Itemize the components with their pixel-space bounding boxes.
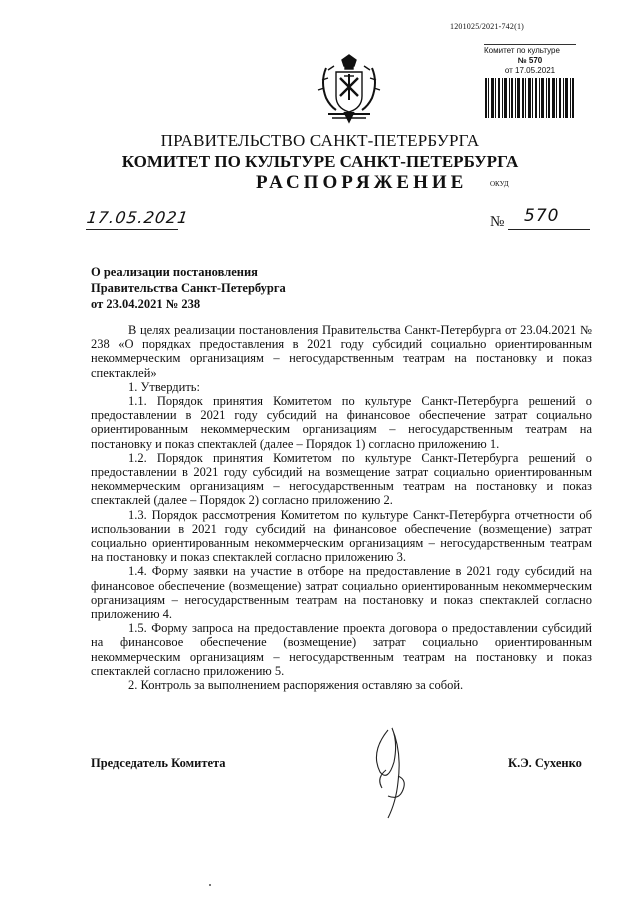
body-paragraph: 2. Контроль за выполнением распоряжения оставляю за собой.: [128, 678, 464, 693]
okud-label: ОКУД: [490, 180, 509, 188]
document-number: 570: [524, 206, 560, 226]
number-underline: [508, 229, 590, 230]
date-underline: [86, 229, 178, 230]
handwritten-signature-icon: [358, 722, 428, 822]
document-type: РАСПОРЯЖЕНИЕ: [256, 172, 468, 193]
document-subject: [91, 264, 286, 312]
body-paragraph: 1.4. Форму заявки на участие в отборе на предоставление в 2021 году субсидий на финансовое обеспечение (возмещение) затрат социально ориентированным некоммерческим организациям – негосударственным театрам на постановку и показ спектаклей согласно приложению 4.: [91, 564, 592, 622]
stamp-number: № 570: [517, 56, 543, 65]
coat-of-arms-icon: [314, 52, 384, 128]
body-paragraph: 1. Утвердить:: [128, 379, 200, 394]
body-paragraph: 1.5. Форму запроса на предоставление проекта договора о предоставлении субсидий на финансовое обеспечение (возмещение) затрат социально ориентированным некоммерческим организациям – негосударственным театрам на постановку и показ спектаклей согласно приложению 5.: [91, 621, 592, 678]
government-title: ПРАВИТЕЛЬСТВО САНКТ-ПЕТЕРБУРГА: [160, 131, 480, 150]
subject-line: от 23.04.2021 № 238: [91, 297, 201, 311]
stamp-issuer: Комитет по культуре: [484, 44, 576, 56]
committee-title: КОМИТЕТ ПО КУЛЬТУРЕ САНКТ-ПЕТЕРБУРГА: [121, 152, 519, 171]
body-paragraph: В целях реализации постановления Правительства Санкт-Петербурга от 23.04.2021 № 238 «О порядках предоставления в 2021 году субсидий социально ориентированным некоммерческим организациям – негосударственным театрам на постановку и показ спектаклей»: [91, 323, 592, 380]
body-paragraph: 1.1. Порядок принятия Комитетом по культуре Санкт-Петербурга решений о предоставлении в 2021 году субсидий на финансовое обеспечение затрат социально ориентированным некоммерческим организациям – негосударственным театрам на постановку и показ спектаклей (далее – Порядок 1) согласно приложению 1.: [91, 394, 592, 451]
body-paragraph: 1.3. Порядок рассмотрения Комитетом по культуре Санкт-Петербурга отчетности об использовании в 2021 году субсидий на финансовое обеспечение (возмещение) затрат социально ориентированным некоммерческим организациям – негосударственным театрам на постановку и показ спектаклей согласно приложению 3.: [91, 507, 592, 565]
barcode-icon: [484, 78, 576, 118]
document-date: 17.05.2021: [85, 208, 190, 227]
stamp-date: от 17.05.2021: [504, 66, 556, 75]
registration-number: 1201025/2021-742(1): [450, 22, 525, 31]
signer-title: Председатель Комитета: [91, 756, 226, 770]
signer-name: К.Э. Сухенко: [508, 756, 582, 770]
body-paragraph: 1.2. Порядок принятия Комитетом по культуре Санкт-Петербурга решений о предоставлении в 2021 году субсидий на возмещение затрат социально ориентированным некоммерческим организациям – негосударственным театрам на постановку и показ спектаклей (далее – Порядок 2) согласно приложению 2.: [91, 450, 592, 508]
document-body: [91, 323, 592, 692]
registration-stamp: [484, 44, 576, 118]
subject-line: Правительства Санкт-Петербурга: [91, 281, 286, 295]
number-sign: №: [490, 214, 505, 230]
subject-line: О реализации постановления: [91, 265, 258, 279]
scan-dot: [209, 884, 211, 886]
